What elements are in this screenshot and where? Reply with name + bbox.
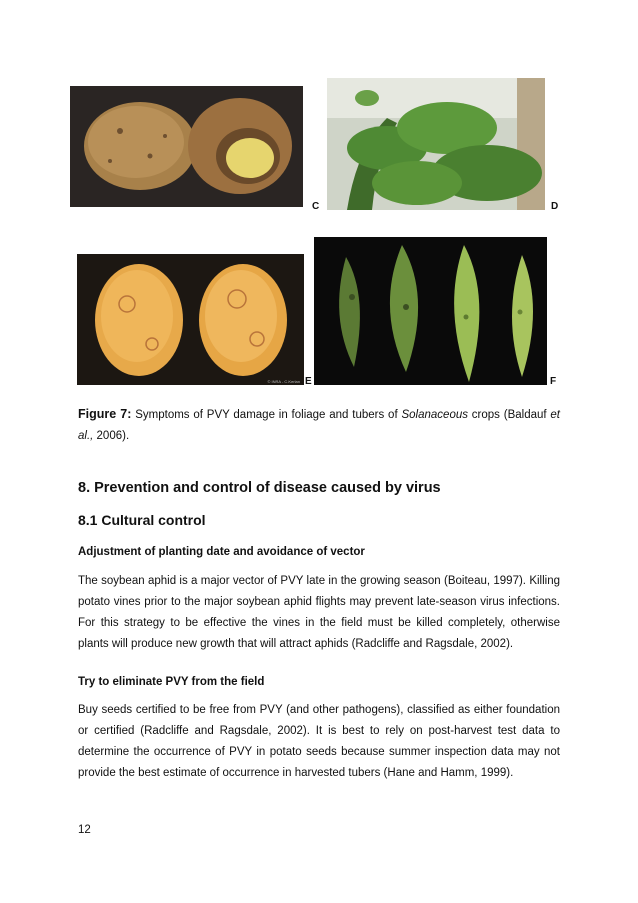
photo-tubers-necrosis [70, 86, 303, 207]
sub1-paragraph: The soybean aphid is a major vector of PVY late in the growing season (Boiteau, 1997). Killing potato vines prior to the major soybean aphid flights may prevent late-season virus infections. For this strategy to be effective the vines in the field must be killed completely, otherwise plants will produce new growth that will attract aphids (Radcliffe and Ragsdale, 2002). [78, 575, 560, 650]
panel-label-c: C [312, 201, 320, 212]
figure-caption [78, 404, 560, 447]
panel-label-f: F [550, 376, 557, 387]
section-heading: 8. Prevention and control of disease caused by virus [78, 480, 441, 496]
subsection-heading: 8.1 Cultural control [78, 512, 206, 528]
caption-text-3: 2006). [93, 430, 130, 442]
caption-italic-2: et al., [78, 409, 560, 442]
sub1-title: Adjustment of planting date and avoidance of vector [78, 546, 365, 558]
panel-label-d: D [551, 201, 559, 212]
photo-watermark: © INRA - C.Kerlan [267, 379, 300, 384]
sub2-title: Try to eliminate PVY from the field [78, 676, 265, 688]
caption-italic-1: Solanaceous [401, 409, 468, 421]
figure-label: Figure 7: [78, 407, 132, 421]
photo-mottled-leaves [314, 237, 547, 385]
panel-label-e: E [305, 376, 312, 387]
caption-text-1: Symptoms of PVY damage in foliage and tubers of [131, 409, 402, 421]
sub2-paragraph: Buy seeds certified to be free from PVY (and other pathogens), classified as either foundation or certified (Radcliffe and Ragsdale, 2002). It is best to rely on post-harvest test data to determine the occurrence of PVY in potato seeds because summer inspection data may not provide the best estimate of occurrence in harvested tubers (Hane and Hamm, 1999). [78, 704, 560, 779]
photo-potato-foliage [327, 78, 545, 210]
page-number: 12 [78, 824, 91, 836]
photo-tubers-ringspot [77, 254, 304, 385]
caption-text-2: crops (Baldauf [467, 409, 551, 421]
